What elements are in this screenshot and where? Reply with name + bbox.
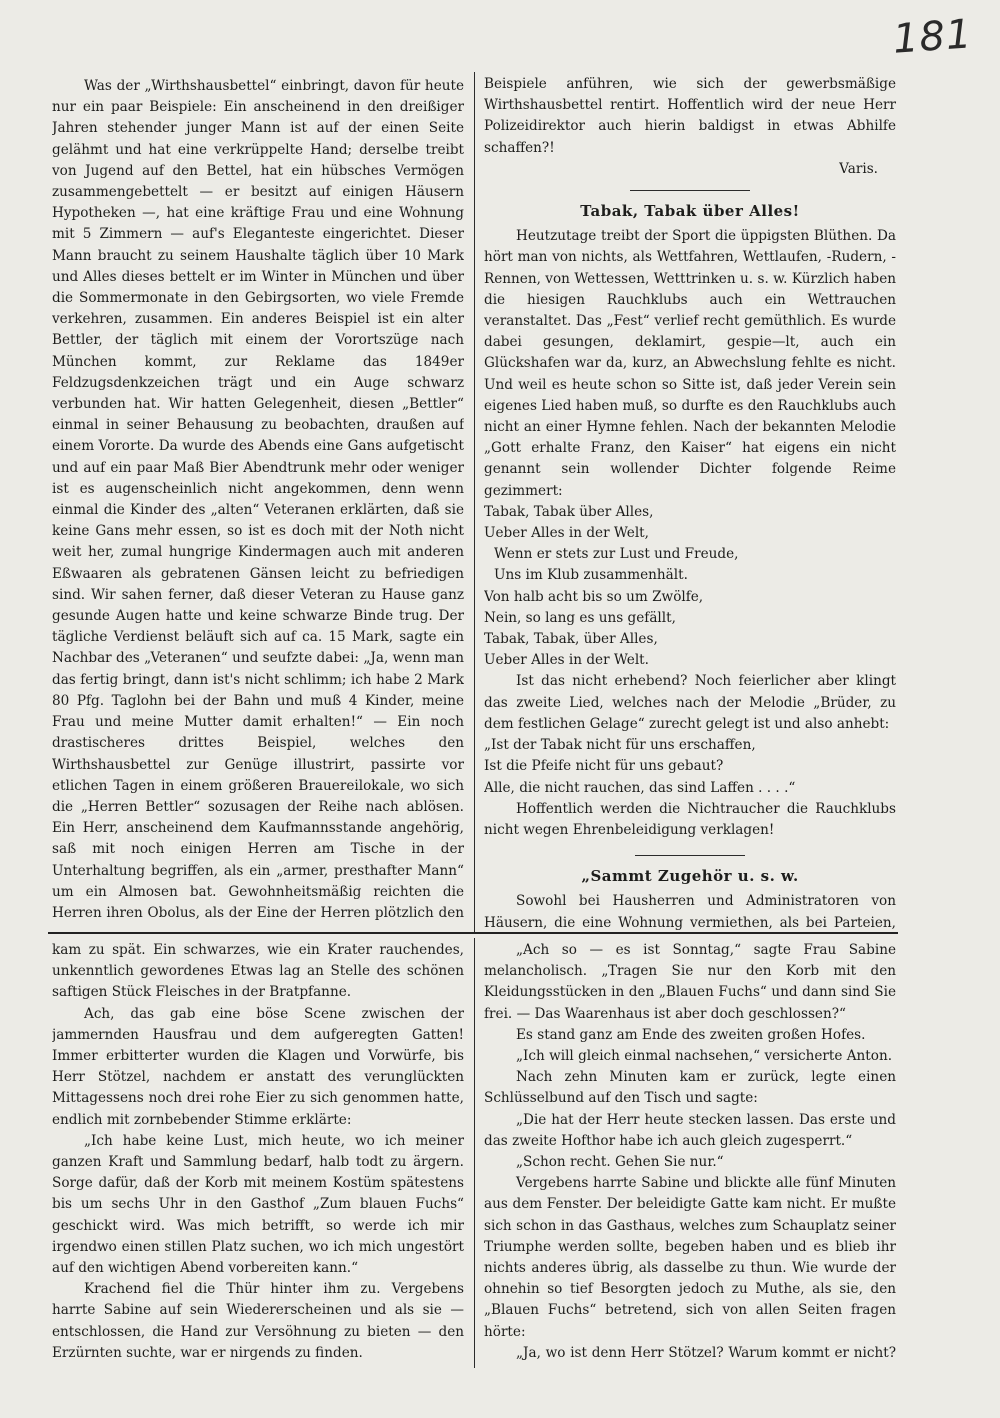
column-divider-top <box>474 72 475 932</box>
verse-line: Von halb acht bis so um Zwölfe, <box>484 588 704 605</box>
quote-line: Alle, die nicht rauchen, das sind Laffen . . . .“ <box>484 779 796 796</box>
verse-line: Tabak, Tabak, über Alles, <box>484 631 658 648</box>
feuilleton-right <box>484 940 896 1360</box>
story-paragraph: Ach, das gab eine böse Scene zwischen der jammernden Hausfrau und dem aufgeregten Gatten! Immer erbitterter wurden die Klagen und Vorwürfe, bis Herr Stötzel, nachdem er anstatt des verunglückten Mittagessens noch drei rohe Eier zu sich genommen hatte, endlich mit zornbebender Stimme erklärte: <box>52 1005 464 1128</box>
verse-line: Tabak, Tabak über Alles, <box>484 503 654 520</box>
article-wirthshausbettel <box>52 76 464 926</box>
quote-line: „Ist der Tabak nicht für uns erschaffen, <box>484 737 756 754</box>
handwritten-page-number: 181 <box>891 11 974 63</box>
quote-line: Ist die Pfeife nicht für uns gebaut? <box>484 758 724 775</box>
article-separator <box>635 855 745 856</box>
story-paragraph: Nach zehn Minuten kam er zurück, legte einen Schlüsselbund auf den Tisch und sagte: <box>484 1069 896 1107</box>
article-title-zugehoer: „Sammt Zugehör u. s. w. <box>581 867 799 886</box>
article-separator <box>630 190 750 191</box>
article-paragraph: Sowohl bei Hausherren und Administratoren von Häusern, die eine Wohnung vermiethen, als bei Parteien, <box>484 893 896 931</box>
article-paragraph: Hoffentlich werden die Nichtraucher die Rauchklubs nicht wegen Ehrenbeleidigung verklagen! <box>484 800 896 838</box>
article-signature: Varis. <box>839 160 878 177</box>
verse-line: Ueber Alles in der Welt, <box>484 525 649 542</box>
article-paragraph: Was der „Wirthshausbettel“ einbringt, davon für heute nur ein paar Beispiele: Ein anscheinend in den dreißiger Jahren stehender junger Mann ist auf der einen Seite gelähmt und hat eine verkrüppelte Hand; derselbe treibt von Jugend auf den Bettel, hat ein hübsches Vermögen zusammengebettelt — er besitzt auf einigen Häusern Hypotheken —, hat eine kräftige Frau und eine Wohnung mit 5 Zimmern — auf's Eleganteste eingerichtet. Dieser Mann braucht zu seinem Haushalte täglich über 10 Mark und Alles dieses bettelt er im Winter in München und über die Sommermonate in den Gebirgsorten, wo viele Fremde verkehren, zusammen. Ein anderes Beispiel ist ein alter Bettler, der täglich mit einem der Vorortszüge nach München kommt, zur Reklame das 1849er Feldzugsdenkzeichen trägt und ein Auge schwarz verbunden hat. Wir hatten Gelegenheit, diesen „Bettler“ einmal in seiner Behausung zu beobachten, draußen auf einem Vororte. Da wurde des Abends eine Gans aufgetischt und auf ein paar Maß Bier Abendtrunk mehr oder weniger ist es augenscheinlich nicht angekommen, denn wenn einmal die Kinder des „alten“ Veteranen erklärten, daß sie keine Gans mehr essen, so ist es doch mit der Noth nicht weit her, zumal hungrige Kindermagen auch mit anderen Eßwaaren als gebratenen Gänsen leicht zu befriedigen sind. Wir sahen ferner, daß dieser Veteran zu Hause ganz gesunde Augen hatte und keine schwarze Binde trug. Der tägliche Verdienst beläuft sich auf ca. 15 Mark, sagte ein Nachbar des „Veteranen“ und seufzte dabei: „Ja, wenn man das fertig bringt, dann ist's nicht schlimm; ich habe 2 Mark 80 Pfg. Taglohn bei der Bahn und muß 4 Kinder, meine Frau und meine Mutter damit erhalten!“ — Ein noch drastischeres drittes Beispiel, welches den Wirthshausbettel zur Genüge illustrirt, passirte vor etlichen Tagen in einem größeren Brauereilokale, wo sich die „Herren Bettler“ sozusagen der Reihe nach ablösen. Ein Herr, anscheinend dem Kaufmannsstande angehörig, saß mit noch einigen Herren am Tische in der Unterhaltung begriffen, als ein „armer, presthafter Mann“ um ein Almosen bat. Gewohnheitsmäßig reichten die Herren ihren Obolus, als der Eine der Herren plötzlich den <box>52 78 464 921</box>
story-paragraph: Vergebens harrte Sabine und blickte alle fünf Minuten aus dem Fenster. Der beleidigte Gatte kam nicht. Er mußte sich schon in das Gasthaus, welches zum Schauplatz seiner Triumphe werden sollte, begeben haben und es blieb ihr nichts anderes übrig, als dasselbe zu thun. Wie wurde der ohnehin so tief Besorgten jedoch zu Muthe, als sie, den „Blauen Fuchs“ betretend, sich von allen Seiten fragen hörte: <box>484 1175 896 1340</box>
story-paragraph: „Schon recht. Gehen Sie nur.“ <box>516 1154 724 1171</box>
story-paragraph: Es stand ganz am Ende des zweiten großen Hofes. <box>516 1026 866 1043</box>
article-continuation: Beispiele anführen, wie sich der gewerbsmäßige Wirthshausbettel rentirt. Hoffentlich wird der neue Herr Polizeidirektor auch hierin baldigst in etwas Abhilfe schaffen?! <box>484 76 896 156</box>
article-paragraph: Ist das nicht erhebend? Noch feierlicher aber klingt das zweite Lied, welches nach der Melodie „Brüder, zu dem festlichen Gelage“ zurecht gelegt ist und also anhebt: <box>484 673 896 732</box>
article-paragraph: Heutzutage treibt der Sport die üppigsten Blüthen. Da hört man von nichts, als Wettfahren, Wettlaufen, -Rudern, -Rennen, von Wettessen, Wetttrinken u. s. w. Kürzlich haben die hiesigen Rauchklubs auch ein Wettrauchen veranstaltet. Das „Fest“ verlief recht gemüthlich. Es wurde dabei gesungen, deklamirt, gespie—lt, auch ein Glückshafen war da, kurz, an Abwechslung fehlte es nicht. Und weil es heute schon so Sitte ist, daß jeder Verein sein eigenes Lied haben muß, so durfte es den Rauchklubs auch nicht an einer Hymne fehlen. Nach der bekannten Melodie „Gott erhalte Franz, den Kaiser“ hat eigens ein nicht genannt sein wollender Dichter folgende Reime gezimmert: <box>484 228 896 499</box>
song-quote <box>484 735 896 799</box>
verse-line: Ueber Alles in der Welt. <box>484 652 649 669</box>
poem-verse <box>484 502 896 672</box>
story-paragraph: Krachend fiel die Thür hinter ihm zu. Vergebens harrte Sabine auf sein Wiedererscheinen und als sie — entschlossen, die Hand zur Versöhnung zu bieten — den Erzürnten suchte, war er nirgends zu finden. <box>52 1281 464 1360</box>
article-title-tabak: Tabak, Tabak über Alles! <box>580 202 800 221</box>
verse-line: Uns im Klub zusammenhält. <box>494 567 688 584</box>
story-paragraph: kam zu spät. Ein schwarzes, wie ein Krater rauchendes, unkenntlich gewordenes Etwas lag an Stelle des schönen saftigen Stück Fleisches in der Bratpfanne. <box>52 942 464 1001</box>
right-column-top <box>484 74 896 934</box>
verse-line: Wenn er stets zur Lust und Freude, <box>494 546 739 563</box>
story-paragraph: „Ich habe keine Lust, mich heute, wo ich meiner ganzen Kraft und Sammlung bedarf, halb todt zu ärgern. Sorge dafür, daß der Korb mit meinem Kostüm spätestens bis um sechs Uhr in den Gasthof „Zum blauen Fuchs“ geschickt wird. Was mich betrifft, so werde ich mir irgendwo einen stillen Platz suchen, wo ich mich ungestört auf den wichtigen Abend vorbereiten kann.“ <box>52 1132 464 1277</box>
column-divider-bottom <box>474 938 475 1368</box>
story-paragraph: „Ich will gleich einmal nachsehen,“ versicherte Anton. <box>516 1048 893 1065</box>
verse-line: Nein, so lang es uns gefällt, <box>484 609 676 626</box>
story-paragraph: „Die hat der Herr heute stecken lassen. Das erste und das zweite Hofthor habe ich auch gleich zugesperrt.“ <box>484 1111 896 1149</box>
story-paragraph: „Ach so — es ist Sonntag,“ sagte Frau Sabine melancholisch. „Tragen Sie nur den Korb mit den Kleidungsstücken in den „Blauen Fuchs“ und dann sind Sie frei. — Das Waarenhaus ist aber doch geschlossen?“ <box>484 942 896 1022</box>
feuilleton-left <box>52 940 464 1360</box>
story-paragraph: „Ja, wo ist denn Herr Stötzel? Warum kommt er nicht? <box>516 1344 896 1360</box>
